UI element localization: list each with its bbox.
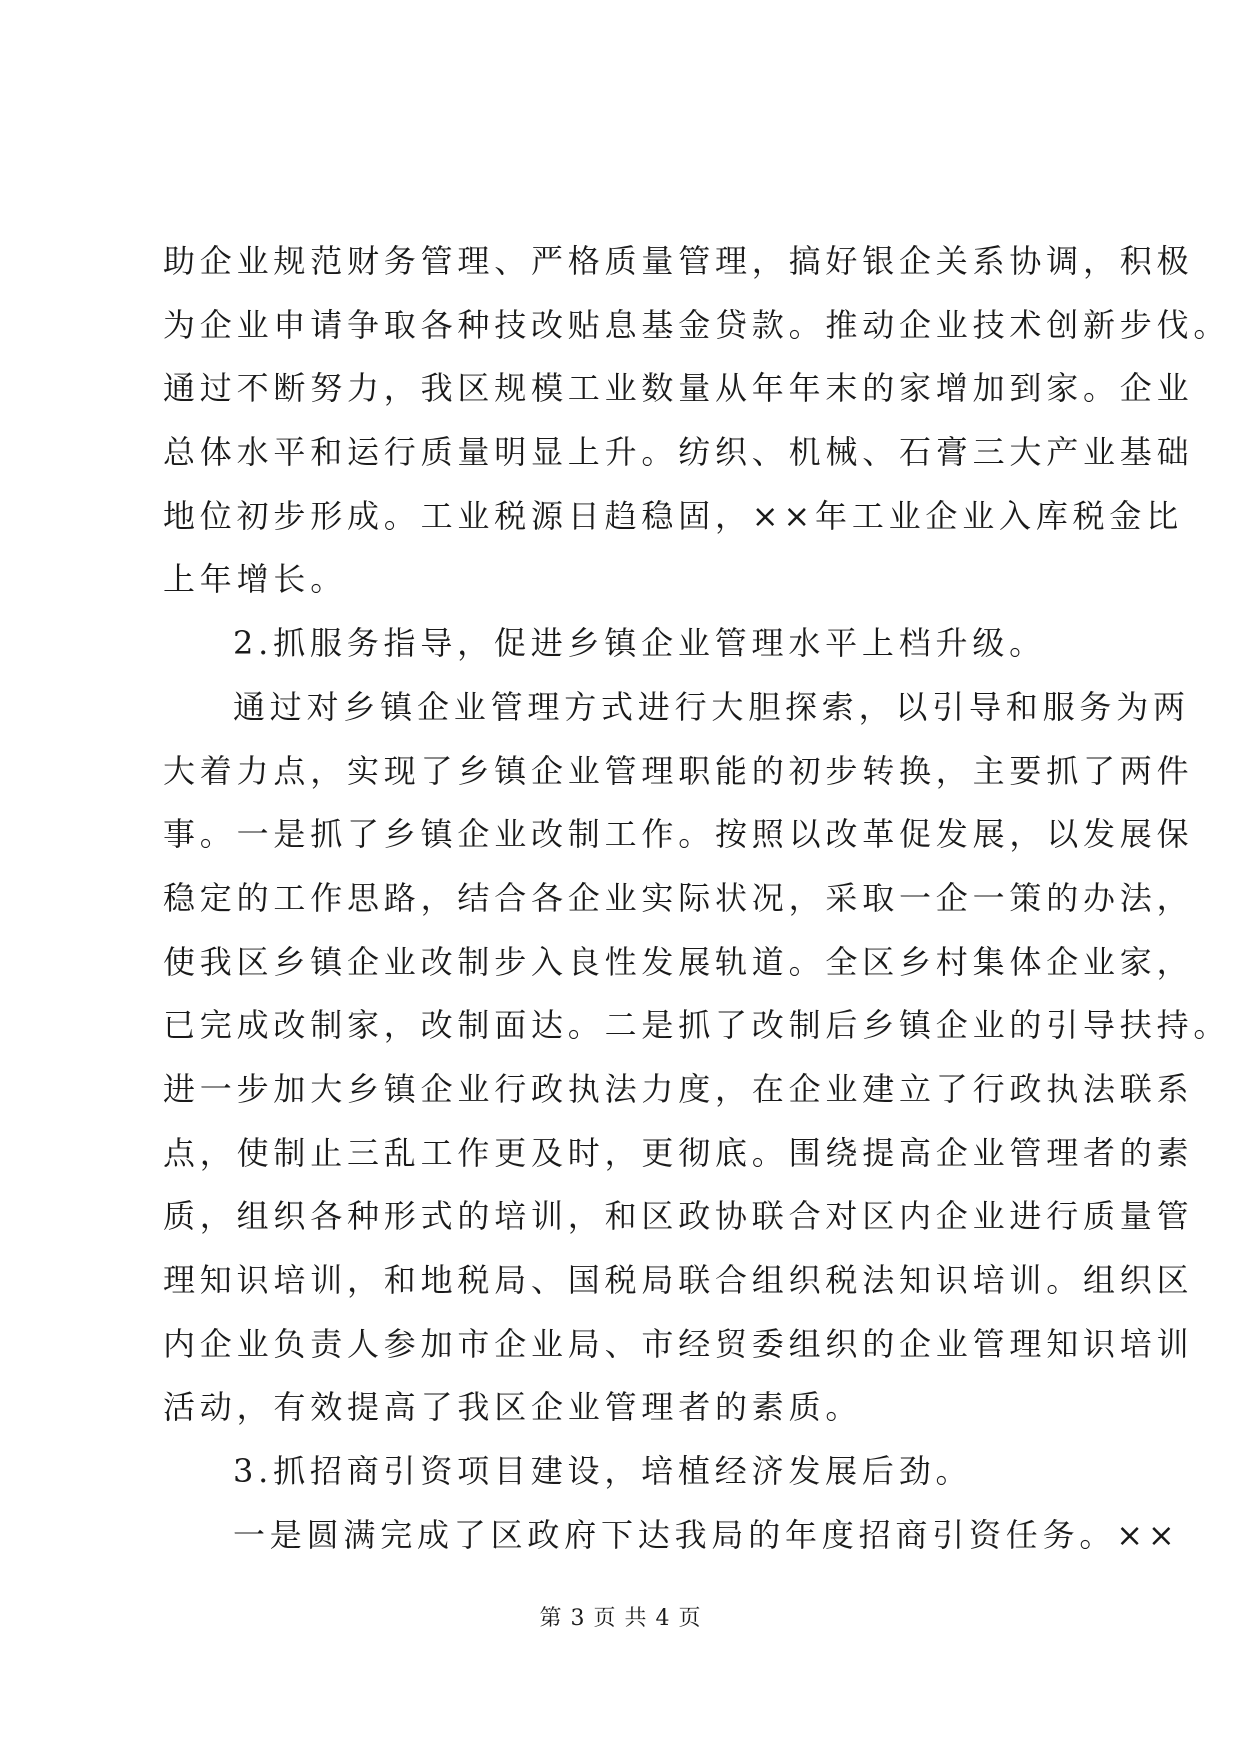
text-line: 大着力点，实现了乡镇企业管理职能的初步转换，主要抓了两件	[163, 751, 1194, 790]
paragraph-first-line: 一是圆满完成了区政府下达我局的年度招商引资任务。××	[233, 1515, 1180, 1554]
text-line: 理知识培训，和地税局、国税局联合组织税法知识培训。组织区	[163, 1261, 1194, 1299]
section-heading: 2.抓服务指导，促进乡镇企业管理水平上档升级。	[233, 624, 1046, 663]
text-line: 质，组织各种形式的培训，和区政协联合对区内企业进行质量管	[163, 1197, 1194, 1236]
text-line: 稳定的工作思路，结合各企业实际状况，采取一企一策的办法，	[163, 878, 1194, 917]
text-line: 活动，有效提高了我区企业管理者的素质。	[163, 1388, 863, 1427]
text-line: 使我区乡镇企业改制步入良性发展轨道。全区乡村集体企业家，	[163, 942, 1194, 981]
text-line: 地位初步形成。工业税源日趋稳固，××年工业企业入库税金比	[163, 496, 1184, 535]
section-heading: 3.抓招商引资项目建设，培植经济发展后劲。	[233, 1452, 973, 1491]
text-line: 事。一是抓了乡镇企业改制工作。按照以改革促发展，以发展保	[163, 815, 1194, 854]
text-line: 内企业负责人参加市企业局、市经贸委组织的企业管理知识培训	[163, 1324, 1194, 1363]
text-line: 通过不断努力，我区规模工业数量从年年末的家增加到家。企业	[163, 369, 1194, 408]
page-number-footer: 第 3 页 共 4 页	[539, 1606, 702, 1631]
document-body	[163, 230, 1231, 1567]
text-line: 总体水平和运行质量明显上升。纺织、机械、石膏三大产业基础	[163, 433, 1194, 472]
paragraph-first-line: 通过对乡镇企业管理方式进行大胆探索，以引导和服务为两	[233, 687, 1190, 726]
text-line: 点，使制止三乱工作更及时，更彻底。围绕提高企业管理者的素	[163, 1133, 1194, 1172]
text-line: 进一步加大乡镇企业行政执法力度，在企业建立了行政执法联系	[163, 1069, 1194, 1108]
text-line: 助企业规范财务管理、严格质量管理，搞好银企关系协调，积极	[163, 242, 1194, 280]
text-line: 上年增长。	[163, 560, 348, 599]
text-line: 为企业申请争取各种技改贴息基金贷款。推动企业技术创新步伐。	[163, 305, 1231, 344]
text-line: 已完成改制家，改制面达。二是抓了改制后乡镇企业的引导扶持。	[163, 1006, 1231, 1045]
